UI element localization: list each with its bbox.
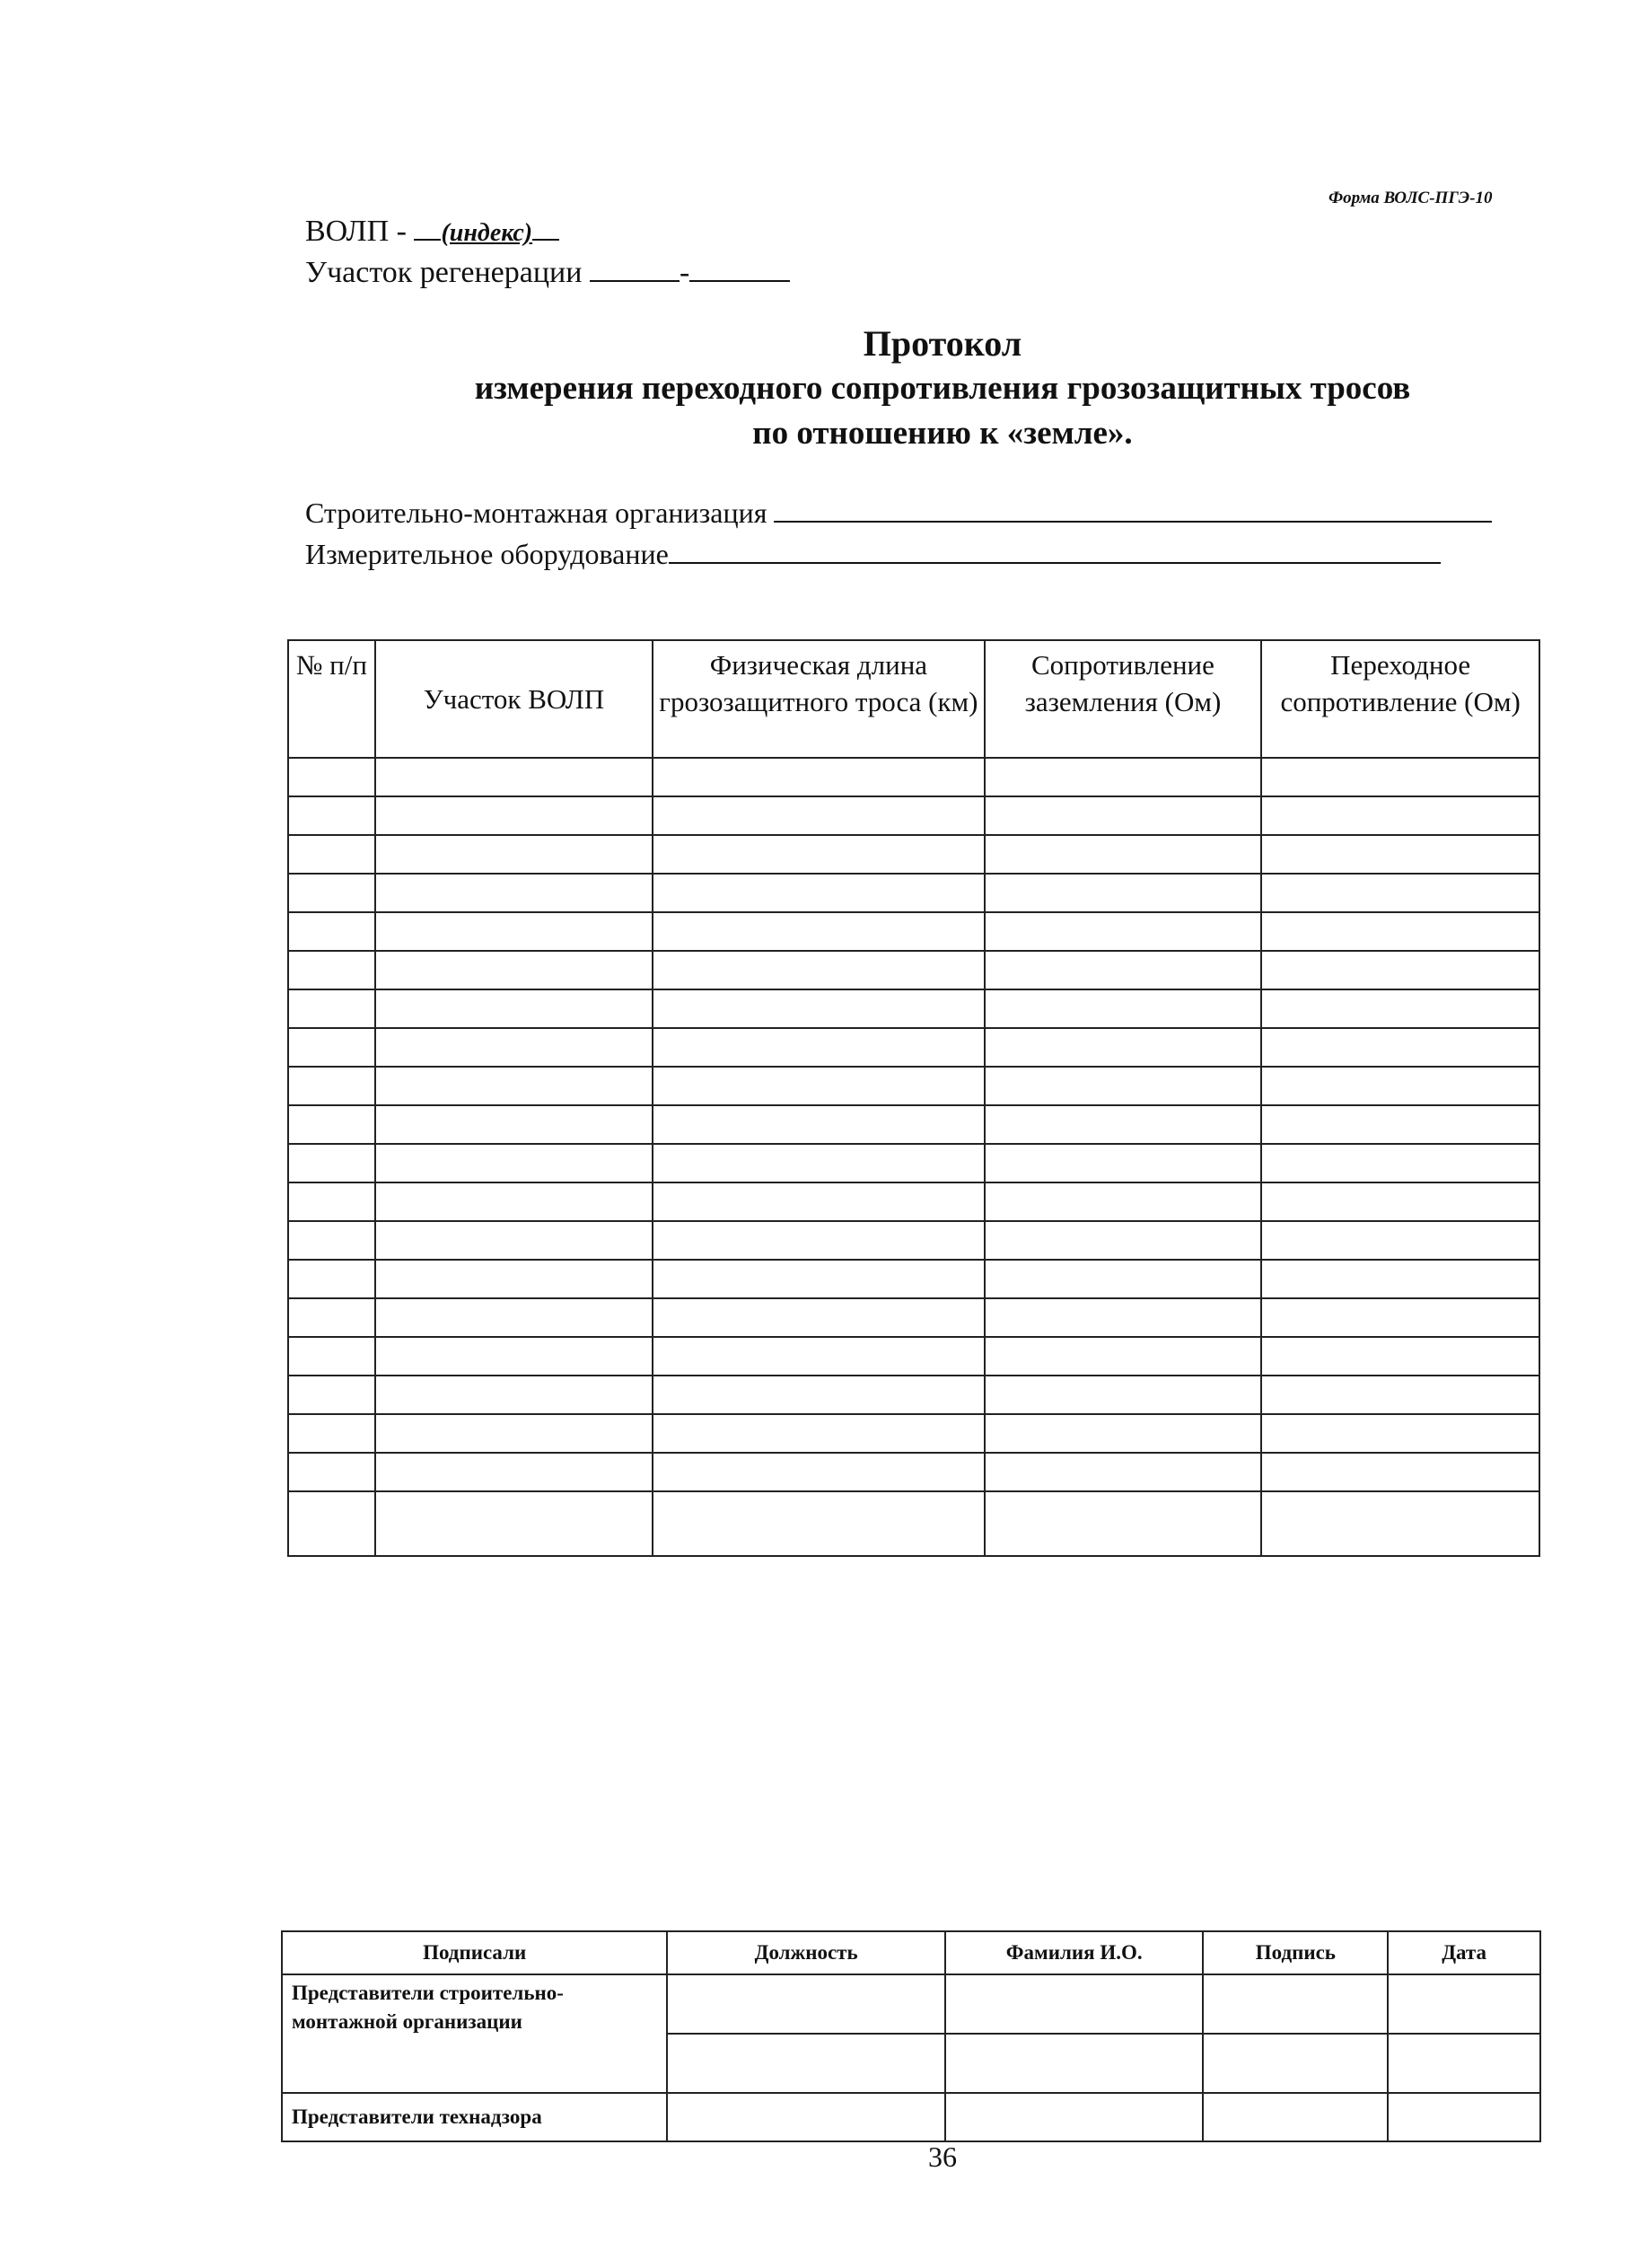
table-cell[interactable] bbox=[375, 1453, 653, 1491]
measurement-table-header bbox=[288, 640, 1539, 758]
table-row bbox=[288, 1491, 1539, 1556]
table-cell[interactable] bbox=[985, 1260, 1262, 1298]
table-cell[interactable] bbox=[1261, 835, 1539, 874]
table-cell[interactable] bbox=[985, 1067, 1262, 1105]
equipment-field[interactable] bbox=[669, 532, 1441, 564]
section-label: Участок регенерации bbox=[305, 256, 583, 289]
col-transition-resistance: Переходное сопротивление (Ом) bbox=[1261, 640, 1539, 758]
table-row bbox=[288, 1144, 1539, 1182]
table-cell[interactable] bbox=[1261, 1453, 1539, 1491]
sign-cell[interactable] bbox=[1388, 1974, 1540, 2034]
table-cell[interactable] bbox=[288, 1491, 375, 1556]
table-cell[interactable] bbox=[653, 912, 984, 951]
table-cell[interactable] bbox=[1261, 1221, 1539, 1260]
sign-cell[interactable] bbox=[945, 2034, 1204, 2093]
table-cell[interactable] bbox=[653, 951, 984, 989]
table-cell[interactable] bbox=[1261, 1067, 1539, 1105]
table-cell[interactable] bbox=[375, 758, 653, 796]
col-number: № п/п bbox=[288, 640, 375, 758]
volp-label: ВОЛП - bbox=[305, 215, 415, 248]
table-row bbox=[288, 758, 1539, 796]
table-cell[interactable] bbox=[288, 1260, 375, 1298]
org-field[interactable] bbox=[774, 490, 1492, 523]
table-cell[interactable] bbox=[985, 835, 1262, 874]
sign-cell[interactable] bbox=[945, 2093, 1204, 2141]
equipment-label: Измерительное оборудование bbox=[305, 538, 669, 570]
table-cell[interactable] bbox=[1261, 1376, 1539, 1414]
table-cell[interactable] bbox=[375, 1067, 653, 1105]
table-row bbox=[288, 951, 1539, 989]
sign-cell[interactable] bbox=[1203, 2034, 1388, 2093]
table-row bbox=[288, 1376, 1539, 1414]
table-cell[interactable] bbox=[375, 1182, 653, 1221]
table-cell[interactable] bbox=[288, 758, 375, 796]
table-cell[interactable] bbox=[288, 951, 375, 989]
org-label: Строительно-монтажная организация bbox=[305, 497, 767, 529]
table-row bbox=[288, 989, 1539, 1028]
sign-cell[interactable] bbox=[667, 2034, 945, 2093]
sign-cell[interactable] bbox=[667, 2093, 945, 2141]
table-cell[interactable] bbox=[1261, 1105, 1539, 1144]
table-cell[interactable] bbox=[653, 1105, 984, 1144]
table-cell[interactable] bbox=[653, 1260, 984, 1298]
col-ground-resistance: Сопротивление заземления (Ом) bbox=[985, 640, 1262, 758]
org-line bbox=[305, 490, 1492, 530]
table-cell[interactable] bbox=[653, 1491, 984, 1556]
volp-underline-tail bbox=[532, 208, 559, 241]
equipment-line bbox=[305, 532, 1441, 571]
col-signed: Подписали bbox=[282, 1931, 667, 1974]
col-name: Фамилия И.О. bbox=[945, 1931, 1204, 1974]
table-cell[interactable] bbox=[985, 1298, 1262, 1337]
table-cell[interactable] bbox=[653, 1414, 984, 1453]
table-row bbox=[288, 835, 1539, 874]
table-cell[interactable] bbox=[653, 1144, 984, 1182]
table-cell[interactable] bbox=[375, 874, 653, 912]
table-cell[interactable] bbox=[375, 1491, 653, 1556]
row-label-supervision: Представители технадзора bbox=[282, 2093, 667, 2141]
table-cell[interactable] bbox=[1261, 758, 1539, 796]
table-cell[interactable] bbox=[375, 1376, 653, 1414]
table-cell[interactable] bbox=[375, 989, 653, 1028]
table-cell[interactable] bbox=[375, 1221, 653, 1260]
table-cell[interactable] bbox=[985, 874, 1262, 912]
table-cell[interactable] bbox=[653, 1376, 984, 1414]
index-label: (индекс) bbox=[441, 219, 533, 247]
table-cell[interactable] bbox=[288, 874, 375, 912]
table-cell[interactable] bbox=[985, 1221, 1262, 1260]
table-cell[interactable] bbox=[653, 874, 984, 912]
table-cell[interactable] bbox=[288, 1298, 375, 1337]
table-cell[interactable] bbox=[985, 1182, 1262, 1221]
table-row bbox=[288, 1298, 1539, 1337]
sign-cell[interactable] bbox=[1203, 1974, 1388, 2034]
table-cell[interactable] bbox=[653, 758, 984, 796]
table-cell[interactable] bbox=[1261, 989, 1539, 1028]
table-cell[interactable] bbox=[1261, 796, 1539, 835]
table-cell[interactable] bbox=[985, 1376, 1262, 1414]
table-cell[interactable] bbox=[375, 1337, 653, 1376]
table-cell[interactable] bbox=[985, 1491, 1262, 1556]
table-cell[interactable] bbox=[1261, 951, 1539, 989]
table-cell[interactable] bbox=[985, 1337, 1262, 1376]
table-cell[interactable] bbox=[985, 796, 1262, 835]
table-row bbox=[288, 1105, 1539, 1144]
table-cell[interactable] bbox=[1261, 1414, 1539, 1453]
table-cell[interactable] bbox=[985, 1414, 1262, 1453]
section-from-field[interactable] bbox=[590, 250, 680, 282]
table-cell[interactable] bbox=[375, 1144, 653, 1182]
col-date: Дата bbox=[1388, 1931, 1540, 1974]
table-cell[interactable] bbox=[985, 912, 1262, 951]
table-row bbox=[288, 1453, 1539, 1491]
sign-cell[interactable] bbox=[1203, 2093, 1388, 2141]
page-number: 36 bbox=[928, 2141, 957, 2173]
section-dash: - bbox=[679, 256, 690, 289]
table-cell[interactable] bbox=[653, 1298, 984, 1337]
signatures-header bbox=[282, 1931, 1540, 1974]
table-cell[interactable] bbox=[1261, 1491, 1539, 1556]
table-cell[interactable] bbox=[375, 912, 653, 951]
row-label-construction: Представители строительно-монтажной организации bbox=[282, 1974, 667, 2093]
table-cell[interactable] bbox=[375, 1105, 653, 1144]
table-cell[interactable] bbox=[1261, 1182, 1539, 1221]
table-cell[interactable] bbox=[1261, 874, 1539, 912]
title-line-1: Протокол bbox=[863, 323, 1022, 364]
table-row bbox=[288, 1414, 1539, 1453]
table-cell[interactable] bbox=[985, 1105, 1262, 1144]
col-section: Участок ВОЛП bbox=[375, 640, 653, 758]
table-cell[interactable] bbox=[985, 758, 1262, 796]
table-row bbox=[288, 796, 1539, 835]
table-row bbox=[288, 1182, 1539, 1221]
table-cell[interactable] bbox=[375, 1414, 653, 1453]
table-cell[interactable] bbox=[288, 1028, 375, 1067]
title-line-2: измерения переходного сопротивления грозозащитных тросов bbox=[474, 370, 1411, 407]
table-row bbox=[288, 1067, 1539, 1105]
table-cell[interactable] bbox=[288, 1221, 375, 1260]
table-cell[interactable] bbox=[375, 1028, 653, 1067]
table-cell[interactable] bbox=[985, 989, 1262, 1028]
col-length: Физическая длина грозозащитного троса (км) bbox=[653, 640, 984, 758]
volp-underline bbox=[414, 208, 441, 241]
table-cell[interactable] bbox=[288, 1414, 375, 1453]
table-cell[interactable] bbox=[288, 1453, 375, 1491]
table-cell[interactable] bbox=[1261, 912, 1539, 951]
table-cell[interactable] bbox=[288, 989, 375, 1028]
table-cell[interactable] bbox=[985, 951, 1262, 989]
table-cell[interactable] bbox=[1261, 1337, 1539, 1376]
col-position: Должность bbox=[667, 1931, 945, 1974]
sign-cell[interactable] bbox=[1388, 2034, 1540, 2093]
table-cell[interactable] bbox=[288, 912, 375, 951]
title-line-3: по отношению к «земле». bbox=[752, 415, 1133, 452]
table-cell[interactable] bbox=[288, 796, 375, 835]
table-cell[interactable] bbox=[375, 951, 653, 989]
measurement-table bbox=[287, 639, 1540, 1557]
table-cell[interactable] bbox=[288, 1144, 375, 1182]
table-cell[interactable] bbox=[375, 835, 653, 874]
table-row bbox=[288, 874, 1539, 912]
section-to-field[interactable] bbox=[689, 250, 790, 282]
signatures-row bbox=[282, 2093, 1540, 2141]
table-cell[interactable] bbox=[375, 796, 653, 835]
table-cell[interactable] bbox=[653, 1182, 984, 1221]
table-cell[interactable] bbox=[653, 1337, 984, 1376]
col-signature: Подпись bbox=[1203, 1931, 1388, 1974]
table-cell[interactable] bbox=[375, 1260, 653, 1298]
volp-line bbox=[305, 208, 559, 249]
document-title bbox=[0, 321, 1631, 456]
table-row bbox=[288, 912, 1539, 951]
table-cell[interactable] bbox=[1261, 1298, 1539, 1337]
table-row bbox=[288, 1221, 1539, 1260]
sign-cell[interactable] bbox=[667, 1974, 945, 2034]
table-cell[interactable] bbox=[653, 1067, 984, 1105]
table-cell[interactable] bbox=[985, 1144, 1262, 1182]
sign-cell[interactable] bbox=[1388, 2093, 1540, 2141]
table-row bbox=[288, 1337, 1539, 1376]
table-cell[interactable] bbox=[288, 835, 375, 874]
table-cell[interactable] bbox=[1261, 1028, 1539, 1067]
table-cell[interactable] bbox=[288, 1337, 375, 1376]
table-cell[interactable] bbox=[1261, 1144, 1539, 1182]
sign-cell[interactable] bbox=[945, 1974, 1204, 2034]
table-row bbox=[288, 1260, 1539, 1298]
table-cell[interactable] bbox=[985, 1453, 1262, 1491]
table-cell[interactable] bbox=[653, 1453, 984, 1491]
table-row bbox=[288, 1028, 1539, 1067]
signatures-table bbox=[281, 1930, 1541, 2142]
table-cell[interactable] bbox=[375, 1298, 653, 1337]
section-line bbox=[305, 250, 790, 290]
signatures-row bbox=[282, 1974, 1540, 2034]
table-cell[interactable] bbox=[288, 1376, 375, 1414]
table-cell[interactable] bbox=[288, 1182, 375, 1221]
table-cell[interactable] bbox=[985, 1028, 1262, 1067]
table-cell[interactable] bbox=[653, 1221, 984, 1260]
table-cell[interactable] bbox=[653, 835, 984, 874]
table-cell[interactable] bbox=[653, 989, 984, 1028]
measurement-table-body bbox=[288, 758, 1539, 1556]
table-cell[interactable] bbox=[1261, 1260, 1539, 1298]
table-cell[interactable] bbox=[653, 796, 984, 835]
table-cell[interactable] bbox=[288, 1067, 375, 1105]
table-cell[interactable] bbox=[653, 1028, 984, 1067]
form-code: Форма ВОЛС-ПГЭ-10 bbox=[1328, 189, 1493, 207]
table-cell[interactable] bbox=[288, 1105, 375, 1144]
